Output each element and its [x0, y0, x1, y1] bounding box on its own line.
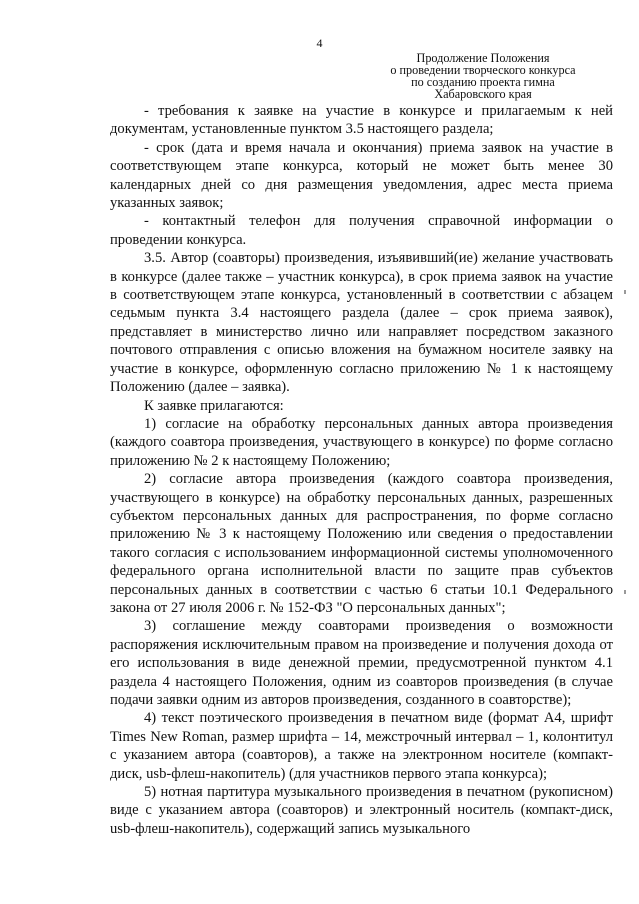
scan-margin-mark	[624, 590, 626, 594]
document-body	[110, 102, 613, 838]
page-number: 4	[316, 36, 323, 50]
header-line: о проведении творческого конкурса	[390, 63, 576, 77]
list-item-4: 4) текст поэтического произведения в печатном виде (формат А4, шрифт Times New Roman, размер шрифта – 14, межстрочный интервал – 1, колонтитул с указанием автора (соавторов), а также на электронном носителе (компакт-диск, usb-флеш-накопитель) (для участников первого этапа конкурса);	[110, 710, 613, 782]
header-line: Хабаровского края	[434, 87, 532, 101]
header-line: по созданию проекта гимна	[411, 75, 555, 89]
list-item-5: 5) нотная партитура музыкального произведения в печатном (рукописном) виде с указанием автора (соавторов) и электронный носитель (компакт-диск, usb-флеш-накопитель), содержащий запись музыкального	[110, 784, 613, 837]
paragraph-3-5: 3.5. Автор (соавторы) произведения, изъявивший(ие) желание участвовать в конкурсе (далее также – участник конкурса), в срок приема заявок на участие в соответствующем этапе конкурса, установленный в соответствии с абзацем седьмым пункта 3.4 настоящего раздела (далее – срок приема заявок), представляет в министерство лично или направляет посредством заказного почтового отправления с описью вложения на бумажном носителе заявку на участие в конкурсе, оформленную согласно приложению № 1 к настоящему Положению (далее – заявка).	[110, 250, 613, 396]
list-item-3: 3) соглашение между соавторами произведения о возможности распоряжения исключительным правом на произведение и получения дохода от его использования в виде денежной премии, предусмотренной пунктом 4.1 раздела 4 настоящего Положения, одним из соавторов произведения (в случае подачи заявки одним из авторов произведения, созданного в соавторстве);	[110, 618, 613, 708]
paragraph-requirements: - требования к заявке на участие в конкурсе и прилагаемым к ней документам, установленные пунктом 3.5 настоящего раздела;	[110, 103, 613, 138]
list-item-1: 1) согласие на обработку персональных данных автора произведения (каждого соавтора произведения, участвующего в конкурсе) по форме согласно приложению № 2 к настоящему Положению;	[110, 415, 613, 469]
list-item-2: 2) согласие автора произведения (каждого соавтора произведения, участвующего в конкурсе) на обработку персональных данных, разрешенных субъектом персональных данных для распространения, по форме согласно приложению № 3 к настоящему Положению или сведения о предоставлении такого согласия с использованием информационной системы уполномоченного федерального органа исполнительной власти по защите прав субъектов персональных данных в соответствии с частью 6 статьи 10.1 Федерального закона от 27 июля 2006 г. № 152-ФЗ "О персональных данных";	[110, 471, 613, 616]
paragraph-attachments-intro: К заявке прилагаются:	[144, 397, 284, 414]
paragraph-contact-phone: - контактный телефон для получения справочной информации о проведении конкурса.	[110, 213, 613, 248]
document-header	[363, 52, 603, 100]
header-line: Продолжение Положения	[416, 51, 550, 65]
paragraph-deadline: - срок (дата и время начала и окончания) приема заявок на участие в соответствующем этапе конкурса, который не может быть менее 30 календарных дней со дня размещения уведомления, адрес места приема указанных заявок;	[110, 139, 613, 212]
scan-margin-mark	[624, 290, 626, 294]
